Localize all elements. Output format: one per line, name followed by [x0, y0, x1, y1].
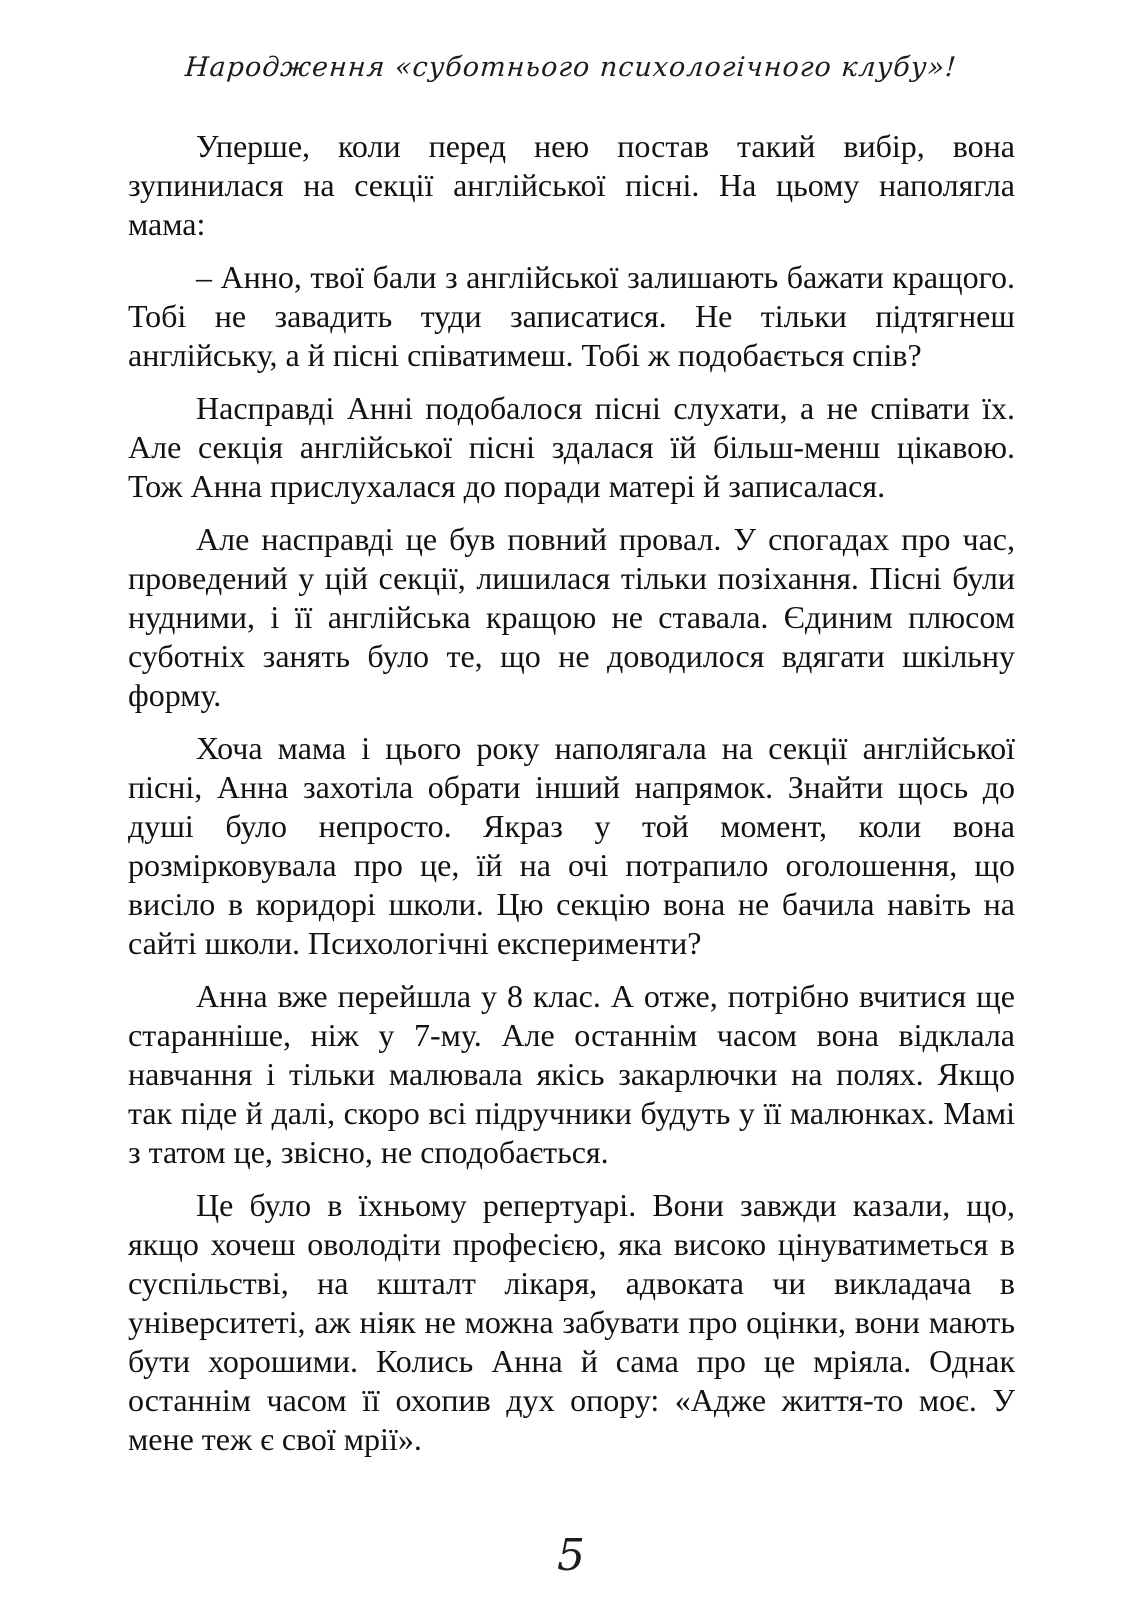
body-text	[128, 127, 1015, 1459]
paragraph: Анна вже перейшла у 8 клас. А отже, потрібно вчитися ще старанніше, ніж у 7-му. Але останнім часом вона відклала навчання і тільки малювала якісь закарлючки на полях. Якщо так піде й далі, скоро всі підручники будуть у її малюнках. Мамі з татом це, звісно, не сподобається.	[128, 978, 1015, 1170]
paragraph: Уперше, коли перед нею постав такий вибір, вона зупинилася на секції англійської пісні. На цьому наполягла мама:	[128, 128, 1015, 242]
paragraph: – Анно, твої бали з англійської залишають бажати кращого. Тобі не завадить туди записатися. Не тільки підтягнеш англійську, а й пісні співатимеш. Тобі ж подобається спів?	[128, 259, 1015, 373]
book-page	[0, 52, 1142, 1615]
paragraph: Хоча мама і цього року наполягала на секції англійської пісні, Анна захотіла обрати інший напрямок. Знайти щось до душі було непросто. Якраз у той момент, коли вона розмірковувала про це, їй на очі потрапило оголошення, що висіло в коридорі школи. Цю секцію вона не бачила навіть на сайті школи. Психологічні експерименти?	[128, 730, 1015, 961]
page-number: 5	[557, 1530, 585, 1581]
paragraph: Але насправді це був повний провал. У спогадах про час, проведений у цій секції, лишилася тільки позіхання. Пісні були нудними, і її англійська кращою не ставала. Єдиним плюсом суботніх занять було те, що не доводилося вдягати шкільну форму.	[128, 521, 1015, 713]
paragraph: Це було в їхньому репертуарі. Вони завжди казали, що, якщо хочеш оволодіти професією, яка високо цінуватиметься в суспільстві, на кшталт лікаря, адвоката чи викладача в університеті, аж ніяк не можна забувати про оцінки, вони мають бути хорошими. Колись Анна й сама про це мріяла. Однак останнім часом її охопив дух опору: «Адже життя-то моє. У мене теж є свої мрії».	[128, 1187, 1015, 1457]
paragraph: Насправді Анні подобалося пісні слухати, а не співати їх. Але секція англійської пісні здалася їй більш-менш цікавою. Тож Анна прислухалася до поради матері й записалася.	[128, 390, 1015, 504]
running-header: Народження «суботнього психологічного клубу»!	[184, 52, 958, 83]
